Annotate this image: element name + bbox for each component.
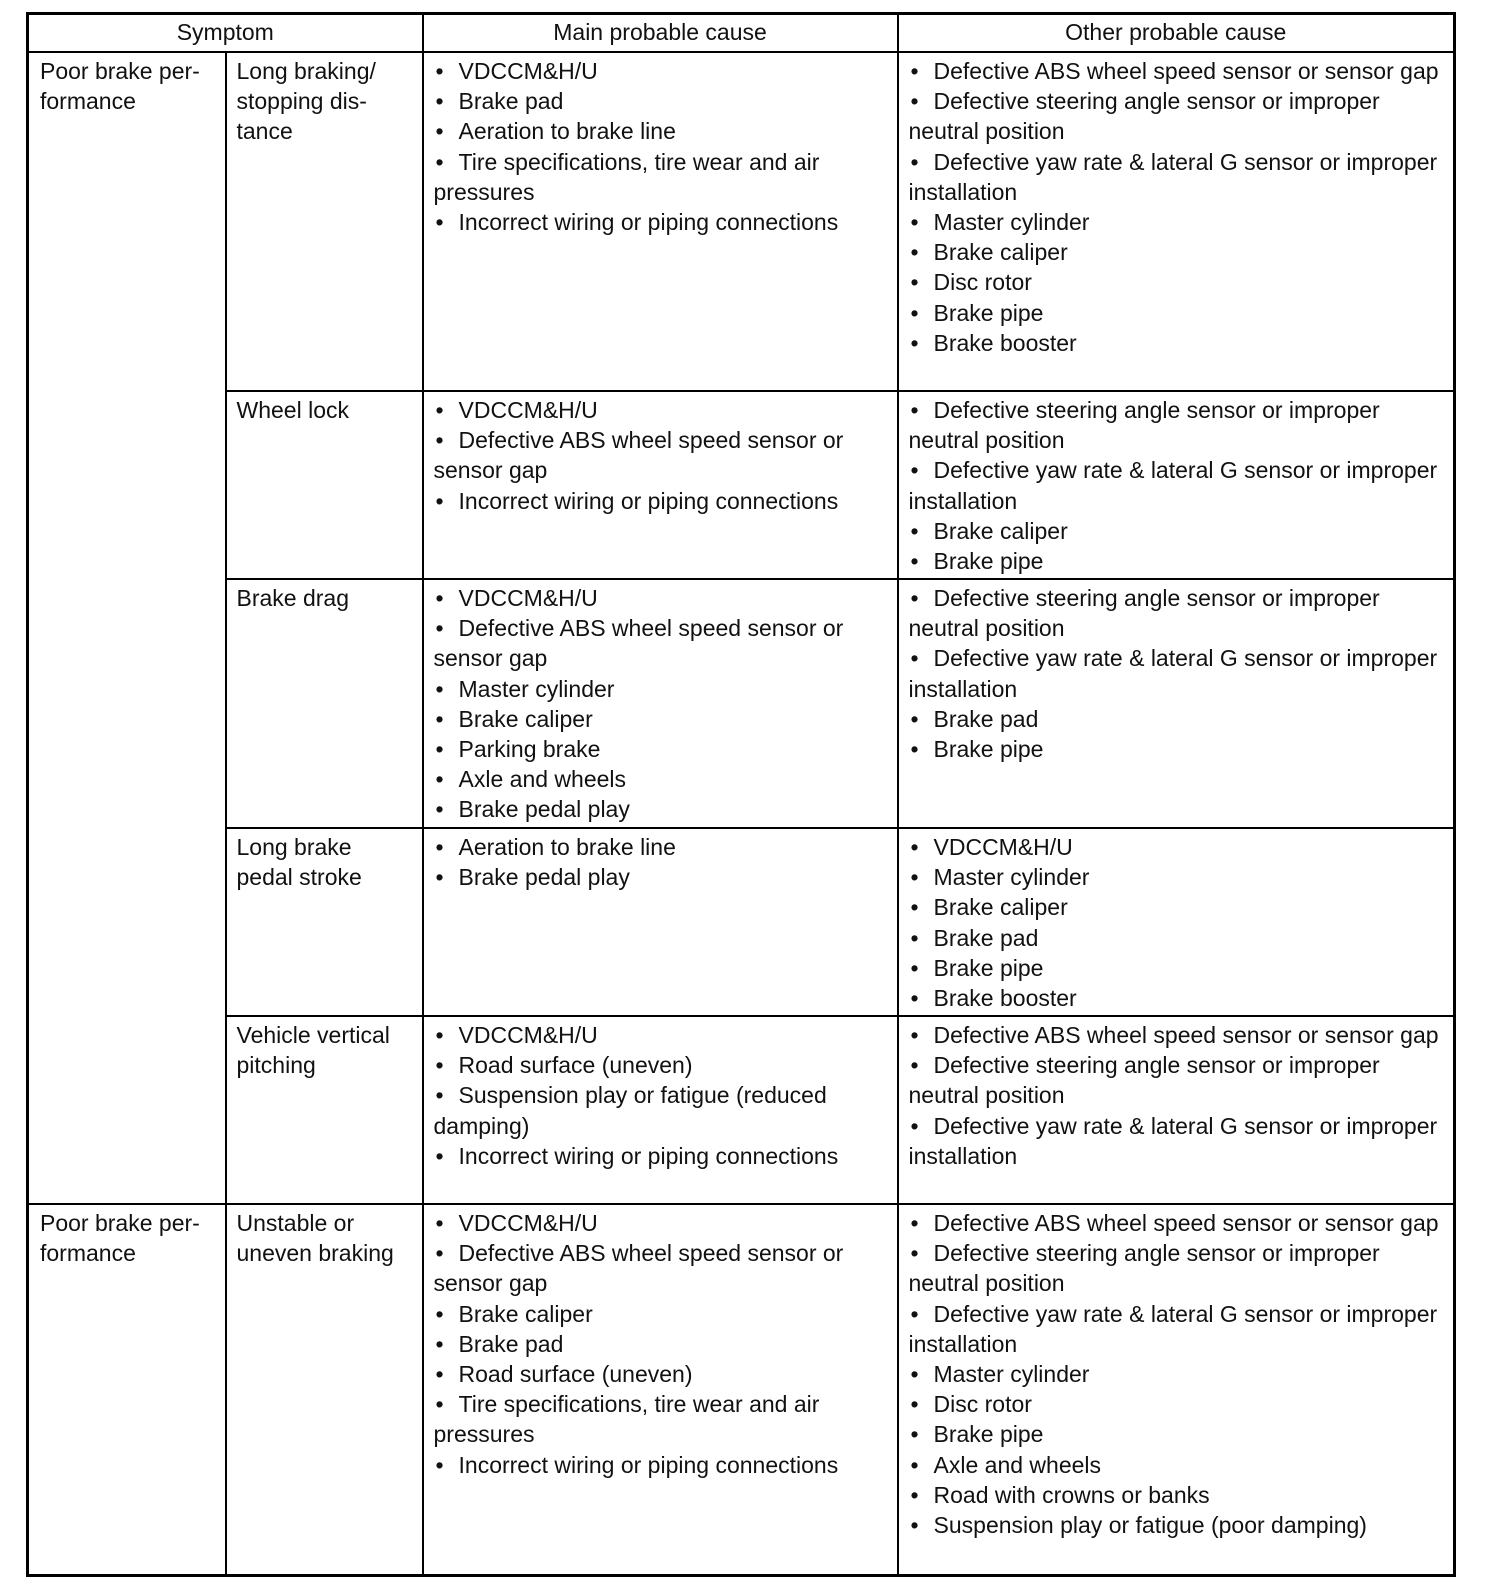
main-cause-text: Incorrect wiring or piping connections (458, 209, 839, 236)
other-cause-item (909, 546, 1448, 576)
main-cause-item (434, 1141, 891, 1171)
main-cause-text: Aeration to brake line (458, 118, 676, 145)
bullet-icon: • (435, 427, 444, 454)
main-cause-item (434, 1208, 891, 1238)
bullet-icon: • (910, 894, 919, 921)
main-cause-item (434, 147, 891, 207)
other-cause-item (909, 953, 1448, 983)
main-cause-item (434, 764, 891, 794)
other-cause-cell (898, 1204, 1455, 1576)
other-cause-item (909, 1359, 1448, 1389)
main-cause-item (434, 1359, 891, 1389)
other-cause-item (909, 643, 1448, 703)
main-cause-item (434, 704, 891, 734)
main-cause-text: Incorrect wiring or piping connections (458, 1451, 839, 1478)
bullet-icon: • (435, 705, 444, 732)
bullet-icon: • (435, 58, 444, 84)
other-cause-item (909, 1208, 1448, 1238)
sub-symptom-cell: Long braking/ stopping dis- tance (226, 52, 423, 391)
main-cause-cell (423, 1016, 898, 1204)
other-cause-text: Road with crowns or banks (933, 1481, 1210, 1508)
main-cause-text: VDCCM&H/U (458, 1022, 598, 1048)
other-cause-item (909, 1389, 1448, 1419)
main-cause-text: Brake pedal play (458, 796, 630, 823)
bullet-icon: • (910, 299, 919, 326)
other-cause-text: Brake pipe (933, 299, 1044, 326)
other-cause-item (909, 328, 1448, 358)
main-cause-item (434, 1329, 891, 1359)
main-cause-item (434, 613, 891, 673)
main-cause-cell (423, 1204, 898, 1576)
other-cause-text: Brake pipe (933, 736, 1044, 763)
bullet-icon: • (435, 1240, 444, 1267)
table-row (28, 1016, 1455, 1204)
bullet-icon: • (435, 1391, 444, 1418)
main-cause-text: Axle and wheels (458, 766, 627, 793)
bullet-icon: • (435, 88, 444, 115)
bullet-icon: • (910, 1052, 919, 1079)
main-cause-item (434, 794, 891, 824)
bullet-icon: • (435, 1451, 444, 1478)
other-cause-item (909, 267, 1448, 297)
bullet-icon: • (435, 834, 444, 860)
other-cause-text: Brake caliper (933, 894, 1068, 921)
main-cause-item (434, 862, 891, 892)
bullet-icon: • (910, 1451, 919, 1478)
other-cause-item (909, 583, 1448, 643)
other-cause-item (909, 298, 1448, 328)
main-cause-item (434, 1020, 891, 1050)
main-cause-item (434, 1389, 891, 1449)
other-cause-text: Defective steering angle sensor or improper neutral position (908, 397, 1380, 454)
main-cause-text: Incorrect wiring or piping connections (458, 487, 839, 514)
bullet-icon: • (910, 148, 919, 175)
bullet-icon: • (435, 1330, 444, 1357)
other-cause-text: VDCCM&H/U (933, 834, 1073, 860)
main-cause-text: VDCCM&H/U (458, 585, 598, 611)
bullet-icon: • (435, 796, 444, 823)
main-cause-text: Parking brake (458, 736, 601, 763)
bullet-icon: • (435, 615, 444, 642)
bullet-icon: • (435, 1022, 444, 1048)
bullet-icon: • (435, 487, 444, 514)
main-cause-item (434, 395, 891, 425)
table-row (28, 1204, 1455, 1576)
bullet-icon: • (910, 239, 919, 266)
bullet-icon: • (435, 1142, 444, 1169)
other-cause-item (909, 1111, 1448, 1171)
bullet-icon: • (435, 1082, 444, 1109)
main-cause-item (434, 425, 891, 485)
main-cause-cell (423, 828, 898, 1016)
symptom-cell: Poor brake per- formance (28, 52, 226, 1204)
other-cause-item (909, 395, 1448, 455)
main-cause-text: Tire specifications, tire wear and air pressures (433, 1391, 820, 1448)
main-cause-item (434, 832, 891, 862)
bullet-icon: • (435, 118, 444, 145)
other-cause-text: Defective yaw rate & lateral G sensor or improper installation (908, 645, 1438, 702)
main-cause-item (434, 1299, 891, 1329)
table-row (28, 579, 1455, 828)
bullet-icon: • (910, 1112, 919, 1139)
main-cause-cell (423, 579, 898, 828)
table-row (28, 52, 1455, 391)
other-cause-text: Brake pad (933, 705, 1039, 732)
other-cause-item (909, 56, 1448, 86)
other-cause-text: Brake pipe (933, 954, 1044, 981)
table-body (28, 52, 1455, 1576)
bullet-icon: • (910, 705, 919, 732)
other-cause-cell (898, 52, 1455, 391)
bullet-icon: • (910, 397, 919, 423)
bullet-icon: • (910, 736, 919, 763)
other-cause-item (909, 1020, 1448, 1050)
other-cause-text: Defective ABS wheel speed sensor or sensor gap (933, 1210, 1439, 1236)
bullet-icon: • (910, 58, 919, 84)
bullet-icon: • (910, 1361, 919, 1388)
other-cause-text: Brake pipe (933, 1421, 1044, 1448)
other-cause-item (909, 1419, 1448, 1449)
other-cause-item (909, 455, 1448, 515)
sub-symptom-cell: Brake drag (226, 579, 423, 828)
main-cause-text: Defective ABS wheel speed sensor or sensor gap (433, 615, 844, 672)
other-cause-text: Defective yaw rate & lateral G sensor or improper installation (908, 148, 1438, 205)
bullet-icon: • (910, 548, 919, 575)
main-cause-item (434, 1080, 891, 1140)
diagnosis-table (26, 12, 1456, 1577)
bullet-icon: • (910, 1481, 919, 1508)
other-cause-text: Suspension play or fatigue (poor damping) (933, 1512, 1367, 1539)
other-cause-text: Axle and wheels (933, 1451, 1102, 1478)
bullet-icon: • (910, 954, 919, 981)
other-cause-item (909, 832, 1448, 862)
other-cause-item (909, 1238, 1448, 1298)
main-cause-text: VDCCM&H/U (458, 58, 598, 84)
main-cause-text: Road surface (uneven) (458, 1361, 693, 1388)
other-cause-text: Disc rotor (933, 1391, 1032, 1418)
sub-symptom-cell: Wheel lock (226, 391, 423, 579)
main-cause-cell (423, 391, 898, 579)
header-symptom: Symptom (28, 14, 423, 53)
other-cause-text: Defective yaw rate & lateral G sensor or improper installation (908, 1112, 1438, 1169)
bullet-icon: • (910, 864, 919, 891)
bullet-icon: • (435, 1052, 444, 1079)
main-cause-item (434, 486, 891, 516)
bullet-icon: • (435, 736, 444, 763)
bullet-icon: • (435, 1300, 444, 1327)
main-cause-text: Incorrect wiring or piping connections (458, 1142, 839, 1169)
main-cause-item (434, 1238, 891, 1298)
symptom-cell: Poor brake per- formance (28, 1204, 226, 1576)
other-cause-text: Brake booster (933, 329, 1077, 356)
other-cause-cell (898, 391, 1455, 579)
bullet-icon: • (910, 88, 919, 115)
bullet-icon: • (910, 834, 919, 860)
main-cause-text: Brake pad (458, 88, 564, 115)
other-cause-item (909, 923, 1448, 953)
bullet-icon: • (910, 1240, 919, 1267)
other-cause-item (909, 983, 1448, 1013)
other-cause-item (909, 862, 1448, 892)
main-cause-text: VDCCM&H/U (458, 1210, 598, 1236)
main-cause-item (434, 734, 891, 764)
main-cause-text: Defective ABS wheel speed sensor or sensor gap (433, 427, 844, 484)
other-cause-text: Defective yaw rate & lateral G sensor or improper installation (908, 1300, 1438, 1357)
sub-symptom-cell: Vehicle vertical pitching (226, 1016, 423, 1204)
bullet-icon: • (435, 1210, 444, 1236)
other-cause-text: Defective steering angle sensor or improper neutral position (908, 1052, 1380, 1109)
sub-symptom-cell: Long brake pedal stroke (226, 828, 423, 1016)
other-cause-text: Master cylinder (933, 209, 1090, 236)
bullet-icon: • (910, 457, 919, 484)
other-cause-item (909, 86, 1448, 146)
header-row (28, 14, 1455, 53)
main-cause-item (434, 86, 891, 116)
main-cause-item (434, 56, 891, 86)
other-cause-text: Defective ABS wheel speed sensor or sensor gap (933, 1022, 1439, 1048)
main-cause-text: Road surface (uneven) (458, 1052, 693, 1079)
main-cause-text: Brake caliper (458, 1300, 593, 1327)
other-cause-item (909, 207, 1448, 237)
bullet-icon: • (435, 209, 444, 236)
bullet-icon: • (435, 1361, 444, 1388)
main-cause-text: Aeration to brake line (458, 834, 676, 860)
other-cause-cell (898, 1016, 1455, 1204)
other-cause-item (909, 237, 1448, 267)
main-cause-text: Brake pedal play (458, 864, 630, 891)
sub-symptom-cell: Unstable or uneven braking (226, 1204, 423, 1576)
bullet-icon: • (910, 1022, 919, 1048)
other-cause-cell (898, 828, 1455, 1016)
bullet-icon: • (435, 766, 444, 793)
header-other-cause: Other probable cause (898, 14, 1455, 53)
main-cause-text: Brake pad (458, 1330, 564, 1357)
other-cause-text: Brake pad (933, 924, 1039, 951)
other-cause-text: Defective yaw rate & lateral G sensor or improper installation (908, 457, 1438, 514)
bullet-icon: • (910, 585, 919, 611)
other-cause-text: Brake booster (933, 985, 1077, 1012)
other-cause-text: Defective steering angle sensor or improper neutral position (908, 585, 1380, 642)
other-cause-text: Master cylinder (933, 1361, 1090, 1388)
other-cause-text: Brake pipe (933, 548, 1044, 575)
other-cause-item (909, 1480, 1448, 1510)
other-cause-text: Defective steering angle sensor or improper neutral position (908, 1240, 1380, 1297)
other-cause-item (909, 516, 1448, 546)
main-cause-item (434, 674, 891, 704)
table-row (28, 828, 1455, 1016)
main-cause-text: VDCCM&H/U (458, 397, 598, 423)
bullet-icon: • (435, 585, 444, 611)
bullet-icon: • (910, 329, 919, 356)
header-main-cause: Main probable cause (423, 14, 898, 53)
main-cause-text: Brake caliper (458, 705, 593, 732)
main-cause-item (434, 1450, 891, 1480)
bullet-icon: • (910, 924, 919, 951)
other-cause-item (909, 1050, 1448, 1110)
other-cause-item (909, 1299, 1448, 1359)
bullet-icon: • (910, 1391, 919, 1418)
main-cause-item (434, 116, 891, 146)
bullet-icon: • (910, 985, 919, 1012)
bullet-icon: • (910, 1512, 919, 1539)
main-cause-item (434, 583, 891, 613)
other-cause-item (909, 1450, 1448, 1480)
bullet-icon: • (435, 148, 444, 175)
other-cause-item (909, 147, 1448, 207)
other-cause-text: Brake caliper (933, 239, 1068, 266)
main-cause-text: Master cylinder (458, 675, 615, 702)
main-cause-text: Suspension play or fatigue (reduced damping) (433, 1082, 827, 1139)
other-cause-item (909, 734, 1448, 764)
bullet-icon: • (910, 645, 919, 672)
other-cause-text: Defective steering angle sensor or improper neutral position (908, 88, 1380, 145)
other-cause-cell (898, 579, 1455, 828)
bullet-icon: • (435, 397, 444, 423)
other-cause-text: Disc rotor (933, 269, 1032, 296)
bullet-icon: • (435, 675, 444, 702)
main-cause-text: Defective ABS wheel speed sensor or sensor gap (433, 1240, 844, 1297)
other-cause-item (909, 704, 1448, 734)
main-cause-text: Tire specifications, tire wear and air pressures (433, 148, 820, 205)
bullet-icon: • (910, 1210, 919, 1236)
other-cause-item (909, 1510, 1448, 1540)
other-cause-item (909, 892, 1448, 922)
other-cause-text: Brake caliper (933, 517, 1068, 544)
bullet-icon: • (435, 864, 444, 891)
other-cause-text: Defective ABS wheel speed sensor or sensor gap (933, 58, 1439, 84)
bullet-icon: • (910, 517, 919, 544)
bullet-icon: • (910, 1421, 919, 1448)
bullet-icon: • (910, 209, 919, 236)
bullet-icon: • (910, 1300, 919, 1327)
main-cause-cell (423, 52, 898, 391)
main-cause-item (434, 207, 891, 237)
main-cause-item (434, 1050, 891, 1080)
table-row (28, 391, 1455, 579)
bullet-icon: • (910, 269, 919, 296)
other-cause-text: Master cylinder (933, 864, 1090, 891)
